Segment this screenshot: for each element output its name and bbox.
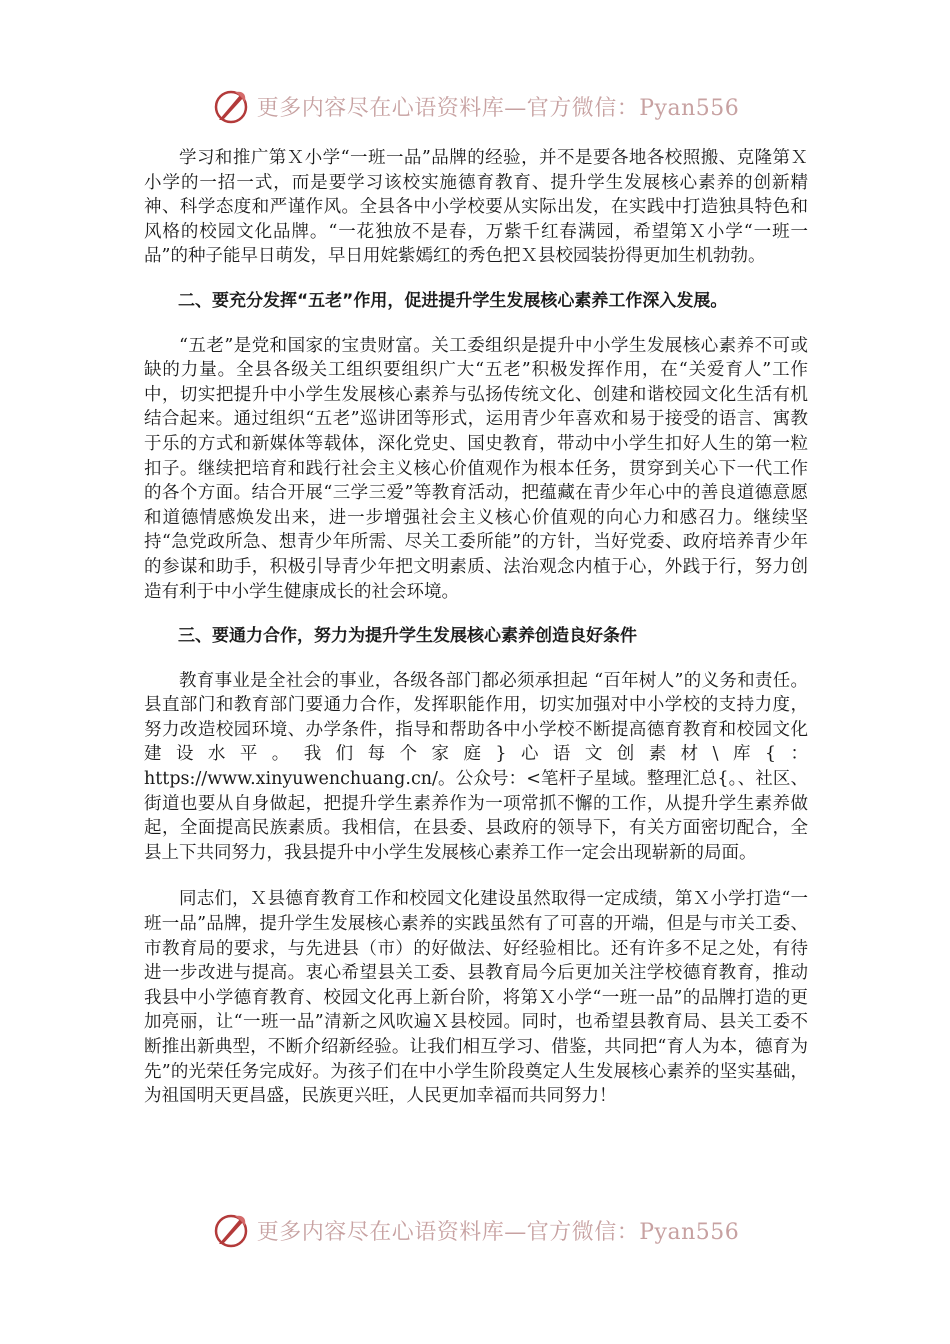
header-banner (0, 84, 950, 128)
footer-banner-text: 更多内容尽在心语资料库—官方微信：Pyan556 (256, 1219, 740, 1245)
section-heading-3: 三、要通力合作，努力为提升学生发展核心素养创造良好条件 (178, 626, 637, 647)
footer-banner (0, 1208, 950, 1252)
paragraph-1: 学习和推广第Ｘ小学“一班一品”品牌的经验，并不是要各地各校照搬、克隆第Ｘ小学的一招一式，而是要学习该校实施德育教育、提升学生发展核心素养的创新精神、科学态度和严谨作风。全县各中小学校要从实际出发，在实践中打造独具特色和风格的校园文化品牌。“一花独放不是春，万紫千红春满园，希望第Ｘ小学“一班一品”的种子能早日萌发，早日用姹紫嫣红的秀色把Ｘ县校园装扮得更加生机勃勃。 (144, 148, 808, 267)
paragraph-2: “五老”是党和国家的宝贵财富。关工委组织是提升中小学生发展核心素养不可或缺的力量。全县各级关工组织要组织广大“五老”积极发挥作用，在“关爱育人”工作中，切实把提升中小学生发展核心素养与弘扬传统文化、创建和谐校园文化生活有机结合起来。通过组织“五老”巡讲团等形式，运用青少年喜欢和易于接受的语言、寓教于乐的方式和新媒体等载体，深化党史、国史教育，带动中小学生扣好人生的第一粒扣子。继续把培育和践行社会主义核心价值观作为根本任务，贯穿到关心下一代工作的各个方面。结合开展“三学三爱”等教育活动，把蕴藏在青少年心中的善良道德意愿和道德情感焕发出来，进一步增强社会主义核心价值观的向心力和感召力。继续坚持“急党政所急、想青少年所需、尽关工委所能”的方针，当好党委、政府培养青少年的参谋和助手，积极引导青少年把文明素质、法治观念内植于心，外践于行，努力创造有利于中小学生健康成长的社会环境。 (144, 335, 808, 602)
quill-logo-icon (211, 1210, 251, 1250)
banner-text: 更多内容尽在心语资料库—官方微信：Pyan556 (256, 95, 740, 121)
paragraph-3: 教育事业是全社会的事业，各级各部门都必须承担起 “百年树人”的义务和责任。县直部门和教育部门要通力合作，发挥职能作用，切实加强对中小学校的支持力度，努力改造校园环境、办学条件，指导和帮助各中小学校不断提高德育教育和校园文化建设水平。我们每个家庭}心语文创素材\库{：https://www.xinyuwenchuang.cn/。公众号：<笔杆子星域。整理汇总{。、社区、街道也要从自身做起，把提升学生素养作为一项常抓不懈的工作，从提升学生素养做起，全面提高民族素质。我相信，在县委、县政府的领导下，有关方面密切配合，全县上下共同努力，我县提升中小学生发展核心素养工作一定会出现崭新的局面。 (144, 670, 808, 863)
document-body (144, 146, 808, 1109)
quill-logo-icon (211, 86, 251, 126)
paragraph-4: 同志们，Ｘ县德育教育工作和校园文化建设虽然取得一定成绩，第Ｘ小学打造“一班一品”品牌，提升学生发展核心素养的实践虽然有了可喜的开端，但是与市关工委、市教育局的要求，与先进县（市）的好做法、好经验相比。还有许多不足之处，有待进一步改进与提高。衷心希望县关工委、县教育局今后更加关注学校德育教育，推动我县中小学德育教育、校园文化再上新台阶，将第Ｘ小学“一班一品”的品牌打造的更加亮丽，让“一班一品”清新之风吹遍Ｘ县校园。同时，也希望县教育局、县关工委不断推出新典型，不断介绍新经验。让我们相互学习、借鉴，共同把“育人为本，德育为先”的光荣任务完成好。为孩子们在中小学生阶段奠定人生发展核心素养的坚实基础，为祖国明天更昌盛，民族更兴旺，人民更加幸福而共同努力！ (144, 889, 808, 1107)
section-heading-2: 二、要充分发挥“五老”作用，促进提升学生发展核心素养工作深入发展。 (178, 290, 728, 311)
